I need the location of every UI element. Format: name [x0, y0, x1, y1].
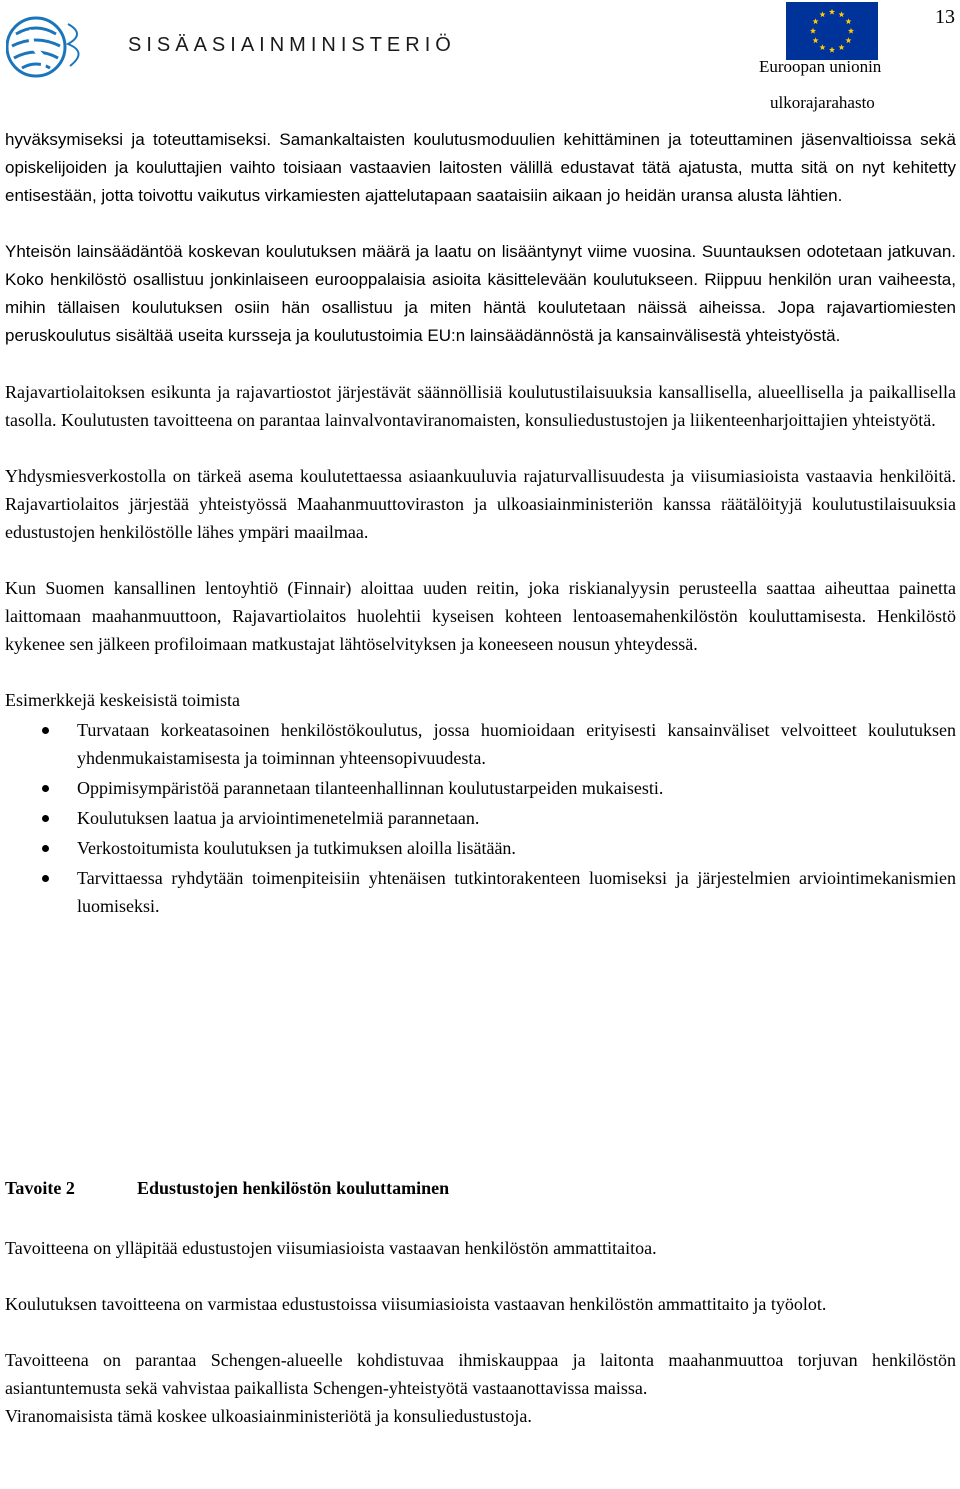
list-item: Turvataan korkeatasoinen henkilöstökoulutus, jossa huomioidaan erityisesti kansainväliset velvoitteet koulutuksen yhdenmukaistamisesta ja toiminnan yhteensopivuudesta.	[5, 716, 956, 772]
paragraph-2: Yhteisön lainsäädäntöä koskevan koulutuksen määrä ja laatu on lisääntynyt viime vuosina. Suuntauksen odotetaan jatkuvan. Koko henkilöstö osallistuu jonkinlaiseen eurooppalaisia asioita käsittelevään koulutukseen. Riippuu henkilön uran vaiheesta, mihin tällaisen koulutuksen osiin hän osallistuu ja miten häntä koulutetaan näissä aiheissa. Jopa rajavartiomiesten peruskoulutus sisältää useita kursseja ja koulutustoimia EU:n lainsäädännöstä ja kansainvälisestä yhteistyöstä.	[5, 242, 956, 345]
examples-heading: Esimerkkejä keskeisistä toimista	[5, 690, 240, 710]
paragraph-1: hyväksymiseksi ja toteuttamiseksi. Samankaltaisten koulutusmoduulien kehittäminen ja toteuttaminen jäsenvaltioissa sekä opiskelijoiden ja kouluttajien vaihto toisiaan vastaavien laitosten välillä edustavat tätä ajatusta, mutta sitä on nyt kehitetty entisestään, jotta toivottu vaikutus virkamiesten ajattelutapaan saataisiin aikaan jo heidän uransa alusta lähtien.	[5, 130, 956, 205]
goal-title: Edustustojen henkilöstön kouluttaminen	[137, 1178, 450, 1198]
list-item: Koulutuksen laatua ja arviointimenetelmiä parannetaan.	[5, 804, 956, 832]
page-header	[0, 0, 960, 128]
goal-paragraph-4: Viranomaisista tämä koskee ulkoasiainministeriötä ja konsuliedustustoja.	[5, 1406, 532, 1426]
goal-paragraph-3: Tavoitteena on parantaa Schengen-alueelle kohdistuvaa ihmiskauppaa ja laitonta maahanmuuttoa torjuvan henkilöstön asiantuntemusta sekä vahvistaa paikallista Schengen-yhteistyötä vastaanottavissa maissa.	[5, 1350, 956, 1398]
bullet-icon	[42, 875, 49, 882]
ministry-name: SISÄASIAINMINISTERIÖ	[128, 34, 456, 56]
paragraph-3: Rajavartiolaitoksen esikunta ja rajavartiostot järjestävät säännöllisiä koulutustilaisuuksia kansallisella, alueellisella ja paikallisella tasolla. Koulutusten tavoitteena on parantaa lainvalvontaviranomaisten, konsuliedustustojen ja liikenteenharjoittajien yhteistyötä.	[5, 382, 956, 430]
goal-body	[5, 1234, 956, 1430]
bullet-icon	[42, 815, 49, 822]
eu-fund-name-line2: ulkorajarahasto	[770, 93, 875, 112]
bullet-icon	[42, 727, 49, 734]
paragraph-4: Yhdysmiesverkostolla on tärkeä asema koulutettaessa asiaankuuluvia rajaturvallisuudesta ja viisumiasioista vastaavia henkilöitä. Rajavartiolaitos järjestää yhteistyössä Maahanmuuttoviraston ja ulkoasiainministeriön kanssa räätälöityjä koulutustilaisuuksia edustustojen henkilöstölle lähes ympäri maailmaa.	[5, 466, 956, 542]
eu-flag-icon	[786, 2, 878, 60]
bullet-icon	[42, 845, 49, 852]
document-body	[5, 126, 956, 920]
examples-list	[5, 716, 956, 920]
bullet-icon	[42, 785, 49, 792]
list-item: Verkostoitumista koulutuksen ja tutkimuksen aloilla lisätään.	[5, 834, 956, 862]
eu-fund-name-line1: Euroopan unionin	[759, 57, 882, 76]
paragraph-5: Kun Suomen kansallinen lentoyhtiö (Finnair) aloittaa uuden reitin, joka riskianalyysin perusteella saattaa aiheuttaa painetta laittomaan maahanmuuttoon, Rajavartiolaitos huolehtii kyseisen kohteen lentoasemahenkilöstön kouluttamisesta. Henkilöstö kykenee sen jälkeen profiloimaan matkustajat lähtöselvityksen ja koneeseen nousun yhteydessä.	[5, 578, 956, 654]
list-item: Tarvittaessa ryhdytään toimenpiteisiin yhtenäisen tutkintorakenteen luomiseksi ja järjestelmien arviointimekanismien luomiseksi.	[5, 864, 956, 920]
list-item: Oppimisympäristöä parannetaan tilanteenhallinnan koulutustarpeiden mukaisesti.	[5, 774, 956, 802]
goal-label: Tavoite 2	[5, 1178, 75, 1198]
page-number: 13	[935, 6, 955, 28]
goal-paragraph-2: Koulutuksen tavoitteena on varmistaa edustustoissa viisumiasioista vastaavan henkilöstön ammattitaito ja työolot.	[5, 1294, 827, 1314]
ministry-logo-icon	[6, 14, 118, 80]
goal-paragraph-1: Tavoitteena on ylläpitää edustustojen viisumiasioista vastaavan henkilöstön ammattitaitoa.	[5, 1238, 657, 1258]
